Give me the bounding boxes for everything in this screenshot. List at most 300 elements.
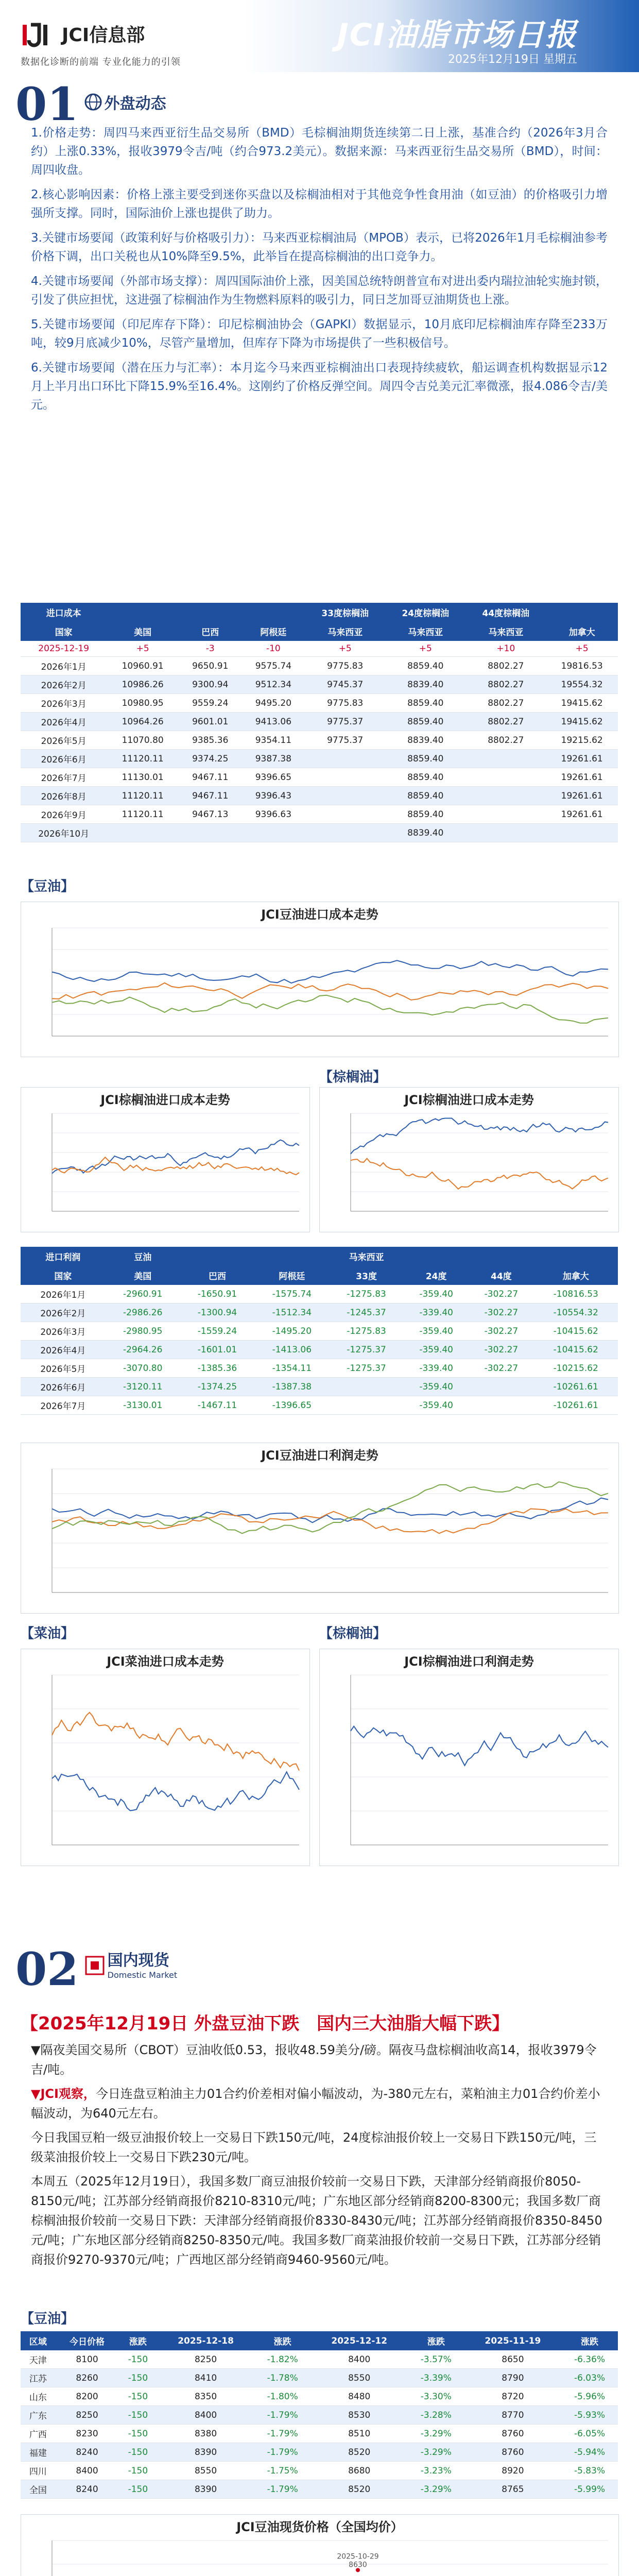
section2-title: 国内现货: [107, 1952, 169, 1970]
table-header-cell: [107, 603, 179, 622]
palm-import-cost-chart-2: [319, 1087, 619, 1232]
table-cell: -1.79%: [254, 2406, 311, 2425]
table-cell: -1.82%: [254, 2350, 311, 2369]
table-cell: -5.96%: [561, 2387, 618, 2406]
table-cell: 8802.27: [465, 713, 546, 731]
import-cost-table: [21, 603, 618, 842]
table-cell: [329, 1378, 404, 1396]
table-row: [21, 768, 618, 787]
table-header-cell: 33度: [329, 1266, 404, 1285]
table-cell: -3: [179, 641, 242, 657]
table-cell: 10986.26: [107, 675, 179, 694]
header: [0, 0, 639, 72]
table-cell: 8550: [311, 2369, 408, 2387]
table-cell: -302.27: [469, 1322, 533, 1341]
table-cell: 9467.13: [179, 805, 242, 824]
table-cell: [546, 824, 618, 842]
table-cell: 9775.83: [305, 694, 385, 713]
table-cell: [305, 824, 385, 842]
series-line: [52, 1509, 608, 1534]
table-cell: -10261.61: [534, 1378, 618, 1396]
table-cell: -339.40: [404, 1303, 469, 1322]
table-cell: -1387.38: [254, 1378, 329, 1396]
table-cell: 8859.40: [385, 657, 465, 675]
palm-label: 【棕榈油】: [319, 1070, 387, 1085]
table-cell: 11120.11: [107, 805, 179, 824]
table-cell: 10964.26: [107, 713, 179, 731]
table-header-cell: [242, 603, 305, 622]
table-header-cell: 2025-12-12: [311, 2331, 408, 2350]
table-cell: 10960.91: [107, 657, 179, 675]
table-cell: 9387.38: [242, 750, 305, 768]
table-cell: -1467.11: [180, 1396, 255, 1415]
table-cell: -1374.25: [180, 1378, 255, 1396]
table-cell: -5.94%: [561, 2443, 618, 2462]
table-cell: -359.40: [404, 1322, 469, 1341]
soy-spot-table: [21, 2331, 618, 2499]
table-cell: 2026年6月: [21, 750, 107, 768]
section2-number: 02: [15, 1942, 79, 1996]
table-cell: [469, 1396, 533, 1415]
table-header-cell: [469, 1247, 533, 1266]
table-cell: -150: [118, 2350, 157, 2369]
table-cell: 8230: [56, 2425, 119, 2443]
table-header-cell: 2025-12-18: [157, 2331, 254, 2350]
table-row: [21, 731, 618, 750]
table-cell: 全国: [21, 2480, 56, 2499]
table-cell: +5: [546, 641, 618, 657]
table-cell: -359.40: [404, 1341, 469, 1359]
table-cell: [242, 824, 305, 842]
table-header-row: [21, 603, 618, 622]
table-cell: 8790: [464, 2369, 561, 2387]
table-cell: 2026年3月: [21, 694, 107, 713]
chart-title: JCI棕榈油进口利润走势: [404, 1654, 534, 1669]
table-header-cell: 24度: [404, 1266, 469, 1285]
table-cell: 8390: [157, 2443, 254, 2462]
series-line: [351, 1159, 608, 1189]
table-row: [21, 2387, 618, 2406]
table-cell: 2026年1月: [21, 1285, 106, 1303]
table-cell: -10415.62: [534, 1322, 618, 1341]
table-cell: -3.39%: [408, 2369, 464, 2387]
table-header-cell: 国家: [21, 1266, 106, 1285]
table-cell: -5.93%: [561, 2406, 618, 2425]
chart-title: JCI豆油进口成本走势: [261, 907, 378, 922]
palm-import-profit-chart: [319, 1649, 619, 1866]
brand-name: JCI信息部: [62, 25, 145, 46]
table-cell: -5.83%: [561, 2462, 618, 2480]
news-list: [31, 124, 608, 420]
table-cell: 9512.34: [242, 675, 305, 694]
table-cell: -10554.32: [534, 1303, 618, 1322]
table-header-cell: 24度棕榈油: [385, 603, 465, 622]
table-row: [21, 2369, 618, 2387]
table-cell: -1.79%: [254, 2425, 311, 2443]
table-header-cell: 马来西亚: [305, 622, 385, 641]
table-cell: -1275.37: [329, 1341, 404, 1359]
table-cell: [465, 750, 546, 768]
table-cell: 2026年2月: [21, 675, 107, 694]
table-cell: 8720: [464, 2387, 561, 2406]
report-title: JCI油脂市场日报: [337, 17, 577, 53]
table-cell: 9650.91: [179, 657, 242, 675]
table-cell: -10415.62: [534, 1341, 618, 1359]
series-line: [52, 1713, 299, 1771]
series-line: [52, 1772, 299, 1810]
table-cell: -1650.91: [180, 1285, 255, 1303]
table-cell: 广西: [21, 2425, 56, 2443]
table-cell: 8859.40: [385, 805, 465, 824]
table-cell: -302.27: [469, 1359, 533, 1378]
table-header-cell: 涨跌: [118, 2331, 157, 2350]
table-cell: -1.78%: [254, 2369, 311, 2387]
table-cell: -2980.95: [106, 1322, 180, 1341]
table-cell: 9559.24: [179, 694, 242, 713]
table-cell: -5.99%: [561, 2480, 618, 2499]
table-cell: 2026年9月: [21, 805, 107, 824]
table-cell: 8240: [56, 2443, 119, 2462]
spot-soy-label: 【豆油】: [21, 2311, 75, 2327]
table-cell: -3.29%: [408, 2480, 464, 2499]
domestic-market-icon: [84, 1955, 105, 1976]
table-cell: 8770: [464, 2406, 561, 2425]
table-cell: 9374.25: [179, 750, 242, 768]
section1-heading: [15, 77, 166, 131]
table-cell: -1.79%: [254, 2443, 311, 2462]
table-cell: [305, 768, 385, 787]
table-header-cell: 阿根廷: [242, 622, 305, 641]
table-cell: 8839.40: [385, 824, 465, 842]
table-cell: +5: [305, 641, 385, 657]
table-header-cell: 33度棕榈油: [305, 603, 385, 622]
table-cell: 8380: [157, 2425, 254, 2443]
chart-title: JCI菜油进口成本走势: [107, 1654, 224, 1669]
table-cell: 8859.40: [385, 694, 465, 713]
table-header-cell: 美国: [107, 622, 179, 641]
table-cell: -3.29%: [408, 2443, 464, 2462]
table-cell: 8400: [311, 2350, 408, 2369]
table-cell: 8802.27: [465, 675, 546, 694]
table-header-cell: 马来西亚: [329, 1247, 404, 1266]
palm-label-2: 【棕榈油】: [319, 1626, 387, 1641]
table-cell: [469, 1378, 533, 1396]
table-header-cell: 马来西亚: [465, 622, 546, 641]
table-cell: -6.05%: [561, 2425, 618, 2443]
table-cell: -6.36%: [561, 2350, 618, 2369]
table-row: [21, 2443, 618, 2462]
table-row: [21, 1359, 618, 1378]
report-date: 2025年12月19日 星期五: [448, 53, 577, 66]
table-header-cell: [534, 1247, 618, 1266]
table-cell: 9413.06: [242, 713, 305, 731]
table-row: [21, 805, 618, 824]
table-header-cell: [546, 603, 618, 622]
table-header-cell: [180, 1247, 255, 1266]
table-cell: 19261.61: [546, 768, 618, 787]
table-date-row: [21, 641, 618, 657]
table-cell: 8410: [157, 2369, 254, 2387]
table-cell: -1275.83: [329, 1285, 404, 1303]
table-cell: 8400: [157, 2406, 254, 2425]
chart-title: JCI棕榈油进口成本走势: [404, 1093, 534, 1107]
table-header-cell: 国家: [21, 622, 107, 641]
table-cell: -339.40: [404, 1359, 469, 1378]
para-regional: 本周五（2025年12月19日），我国多数厂商豆油报价较前一交易日下跌，天津部分经销商报价8050-8150元/吨；江苏部分经销商报价8210-8310元/吨；广东地区部分经销商8200-8300元；我国多数厂商棕榈油报价较前一交易日下跌：天津部分经销商报价8330-8430元/吨；江苏部分经销商报价8350-8450元/吨；广东地区部分经销商8250-8350元/吨。我国多数厂商菜油报价较前一交易日下跌，江苏部分经销商报价9270-9370元/吨；广西地区部分经销商9460-9560元/吨。: [31, 2174, 602, 2267]
table-cell: -1354.11: [254, 1359, 329, 1378]
table-cell: 2026年4月: [21, 1341, 106, 1359]
table-cell: -1.79%: [254, 2480, 311, 2499]
table-header-cell: 巴西: [180, 1266, 255, 1285]
table-cell: 8240: [56, 2480, 119, 2499]
table-cell: 2026年4月: [21, 713, 107, 731]
table-cell: 8510: [311, 2425, 408, 2443]
table-cell: 8520: [311, 2443, 408, 2462]
table-cell: -150: [118, 2406, 157, 2425]
table-header-row: [21, 622, 618, 641]
table-cell: -150: [118, 2480, 157, 2499]
table-cell: 2026年1月: [21, 657, 107, 675]
table-cell: 8859.40: [385, 713, 465, 731]
table-row: [21, 750, 618, 768]
table-cell: -3.30%: [408, 2387, 464, 2406]
chart-title: JCI棕榈油进口成本走势: [100, 1093, 230, 1107]
table-cell: 2026年5月: [21, 1359, 106, 1378]
table-cell: 2026年2月: [21, 1303, 106, 1322]
table-row: [21, 713, 618, 731]
para-quotes: 今日我国豆粕一级豆油报价较上一交易日下跌150元/吨，24度棕油报价较上一交易日下跌150元/吨，三级菜油报价较上一交易日下跌230元/吨。: [31, 2130, 597, 2164]
table-row: [21, 2480, 618, 2499]
annotation-date: 2025-10-29: [337, 2552, 379, 2561]
table-cell: -150: [118, 2369, 157, 2387]
table-cell: -150: [118, 2425, 157, 2443]
table-cell: 19415.62: [546, 694, 618, 713]
para-jci-observe: [31, 2084, 608, 2123]
table-cell: 8550: [157, 2462, 254, 2480]
table-cell: 江苏: [21, 2369, 56, 2387]
jci-observe-text: 今日连盘豆粕油主力01合约价差相对偏小幅波动，为-380元左右，菜粕油主力01合约价差小幅波动，为640元左右。: [31, 2087, 600, 2121]
table-cell: -10816.53: [534, 1285, 618, 1303]
table-cell: -1559.24: [180, 1322, 255, 1341]
table-cell: 9396.65: [242, 768, 305, 787]
series-line: [52, 1482, 608, 1533]
table-cell: 19261.61: [546, 805, 618, 824]
table-header-cell: 豆油: [106, 1247, 180, 1266]
table-header-cell: 今日价格: [56, 2331, 119, 2350]
news-item: 2.核心影响因素：价格上涨主要受到迷你买盘以及棕榈油相对于其他竞争性食用油（如豆油）的价格吸引力增强所支撑。同时，国际油价上涨也提供了助力。: [31, 188, 608, 220]
table-cell: [329, 1396, 404, 1415]
soy-import-cost-chart: [21, 902, 619, 1057]
table-cell: -2960.91: [106, 1285, 180, 1303]
table-cell: 11120.11: [107, 787, 179, 805]
table-row: [21, 1285, 618, 1303]
table-header-cell: 区域: [21, 2331, 56, 2350]
table-cell: 8100: [56, 2350, 119, 2369]
table-cell: -2964.26: [106, 1341, 180, 1359]
table-header-cell: 44度棕榈油: [465, 603, 546, 622]
table-cell: 8400: [56, 2462, 119, 2480]
table-cell: -359.40: [404, 1285, 469, 1303]
table-cell: 8200: [56, 2387, 119, 2406]
table-cell: 9467.11: [179, 768, 242, 787]
table-header-cell: 加拿大: [534, 1266, 618, 1285]
table-cell: 2026年3月: [21, 1322, 106, 1341]
table-cell: 2026年5月: [21, 731, 107, 750]
table-cell: -1275.37: [329, 1359, 404, 1378]
table-cell: 9745.37: [305, 675, 385, 694]
table-cell: -1300.94: [180, 1303, 255, 1322]
table-cell: -2986.26: [106, 1303, 180, 1322]
table-cell: 山东: [21, 2387, 56, 2406]
table-row: [21, 1322, 618, 1341]
palm-import-cost-chart: [21, 1087, 310, 1232]
table-cell: -1495.20: [254, 1322, 329, 1341]
table-cell: 9467.11: [179, 787, 242, 805]
table-cell: 8802.27: [465, 694, 546, 713]
table-cell: -150: [118, 2443, 157, 2462]
table-cell: 9385.36: [179, 731, 242, 750]
table-cell: 8530: [311, 2406, 408, 2425]
table-cell: 2026年7月: [21, 768, 107, 787]
table-row: [21, 675, 618, 694]
table-header-cell: 进口成本: [21, 603, 107, 622]
table-header-row: [21, 1247, 618, 1266]
table-header-cell: 2025-11-19: [464, 2331, 561, 2350]
chart-title: JCI豆油进口利润走势: [261, 1448, 378, 1463]
table-cell: 8350: [157, 2387, 254, 2406]
table-cell: 8839.40: [385, 731, 465, 750]
news-item: 4.关键市场要闻（外部市场支撑）：周四国际油价上涨，因美国总统特朗普宣布对进出委内瑞拉油轮实施封锁，引发了供应担忧，这进强了棕榈油作为生物燃料原料的吸引力，同日芝加哥豆油期货也上涨。: [31, 275, 608, 307]
table-cell: 10980.95: [107, 694, 179, 713]
table-cell: 8680: [311, 2462, 408, 2480]
table-header-cell: 巴西: [179, 622, 242, 641]
table-cell: 9601.01: [179, 713, 242, 731]
domestic-banner: 【2025年12月19日 外盘豆油下跌 国内三大油脂大幅下跌】: [21, 2013, 510, 2034]
section2-heading: [15, 1942, 177, 1996]
table-cell: -1.75%: [254, 2462, 311, 2480]
table-cell: -3070.80: [106, 1359, 180, 1378]
series-line: [52, 983, 608, 1000]
soy-spot-table-wrap: [21, 2331, 618, 2499]
table-cell: 19415.62: [546, 713, 618, 731]
table-cell: +10: [465, 641, 546, 657]
table-header-row: [21, 1266, 618, 1285]
table-cell: -3.29%: [408, 2425, 464, 2443]
section1-title: 外盘动态: [104, 95, 166, 113]
series-line: [52, 995, 608, 1023]
news-item: 6.关键市场要闻（潜在压力与汇率）：本月迄今马来西亚棕榈油出口表现持续疲软，船运调查机构数据显示12月上半月出口环比下降15.9%至16.4%。这刚约了价格反弹空间。周四令吉兑美元汇率微涨，报4.086令吉/美元。: [31, 361, 608, 412]
soy-spot-price-chart: [21, 2514, 619, 2576]
table-cell: -3130.01: [106, 1396, 180, 1415]
table-cell: 8250: [56, 2406, 119, 2425]
table-cell: 天津: [21, 2350, 56, 2369]
soy-import-profit-chart: [21, 1443, 619, 1614]
table-row: [21, 787, 618, 805]
table-cell: 2026年6月: [21, 1378, 106, 1396]
table-cell: 9575.74: [242, 657, 305, 675]
table-cell: 19554.32: [546, 675, 618, 694]
table-cell: 8802.27: [465, 731, 546, 750]
jci-logo-icon: [21, 21, 57, 52]
brand-tagline: 数据化诊断的前端 专业化能力的引领: [21, 57, 181, 67]
table-cell: 11070.80: [107, 731, 179, 750]
chart-title: JCI豆油现货价格（全国均价）: [236, 2520, 403, 2534]
table-cell: 8859.40: [385, 768, 465, 787]
table-cell: +5: [385, 641, 465, 657]
table-row: [21, 1303, 618, 1322]
table-row: [21, 2462, 618, 2480]
table-cell: 19261.61: [546, 750, 618, 768]
table-cell: 8480: [311, 2387, 408, 2406]
table-row: [21, 694, 618, 713]
table-cell: [305, 805, 385, 824]
table-row: [21, 824, 618, 842]
table-cell: -150: [118, 2387, 157, 2406]
table-row: [21, 1396, 618, 1415]
table-header-cell: 马来西亚: [385, 622, 465, 641]
import-cost-table-wrap: [21, 603, 618, 842]
table-cell: -3120.11: [106, 1378, 180, 1396]
table-cell: 8802.27: [465, 657, 546, 675]
table-cell: [465, 824, 546, 842]
table-header-cell: 进口利润: [21, 1247, 106, 1266]
table-header-cell: [179, 603, 242, 622]
para-overnight: ▼隔夜美国交易所（CBOT）豆油收低0.53，报收48.59美分/磅。隔夜马盘棕榈油收高14，报收3979令吉/吨。: [31, 2043, 597, 2077]
table-cell: 8859.40: [385, 787, 465, 805]
table-cell: 8520: [311, 2480, 408, 2499]
table-header-row: [21, 2331, 618, 2350]
series-line: [52, 1498, 608, 1523]
table-cell: 8859.40: [385, 750, 465, 768]
table-cell: -1413.06: [254, 1341, 329, 1359]
table-cell: -302.27: [469, 1285, 533, 1303]
series-line: [52, 1140, 299, 1174]
table-cell: 9775.37: [305, 731, 385, 750]
table-header-cell: 涨跌: [254, 2331, 311, 2350]
table-cell: 8650: [464, 2350, 561, 2369]
table-cell: 9300.94: [179, 675, 242, 694]
table-header-cell: 美国: [106, 1266, 180, 1285]
table-cell: -1512.34: [254, 1303, 329, 1322]
table-cell: 8760: [464, 2443, 561, 2462]
table-cell: -359.40: [404, 1378, 469, 1396]
table-cell: 广东: [21, 2406, 56, 2425]
table-row: [21, 1378, 618, 1396]
jci-observe-tag: ▼JCI观察，: [31, 2087, 96, 2101]
table-cell: [465, 805, 546, 824]
table-cell: 9396.43: [242, 787, 305, 805]
table-cell: -3.57%: [408, 2350, 464, 2369]
table-cell: 8760: [464, 2425, 561, 2443]
table-cell: -3.28%: [408, 2406, 464, 2425]
table-header-cell: [404, 1247, 469, 1266]
table-header-cell: 加拿大: [546, 622, 618, 641]
rapeseed-import-cost-chart: [21, 1649, 310, 1866]
table-cell: 11120.11: [107, 750, 179, 768]
annotation-value: 8630: [349, 2561, 367, 2569]
news-item: 5.关键市场要闻（印尼库存下降）：印尼棕榈油协会（GAPKI）数据显示，10月底印尼棕榈油库存降至233万吨，较9月底减少10%，尽管产量增加，但库存下降为市场提供了一些积极信号。: [31, 318, 608, 350]
table-cell: -10: [242, 641, 305, 657]
table-cell: -10215.62: [534, 1359, 618, 1378]
table-header-cell: 涨跌: [561, 2331, 618, 2350]
table-cell: [465, 768, 546, 787]
table-cell: -3.23%: [408, 2462, 464, 2480]
table-cell: [107, 824, 179, 842]
table-cell: 8250: [157, 2350, 254, 2369]
table-cell: [465, 787, 546, 805]
table-cell: -1601.01: [180, 1341, 255, 1359]
soy-label: 【豆油】: [21, 879, 75, 894]
